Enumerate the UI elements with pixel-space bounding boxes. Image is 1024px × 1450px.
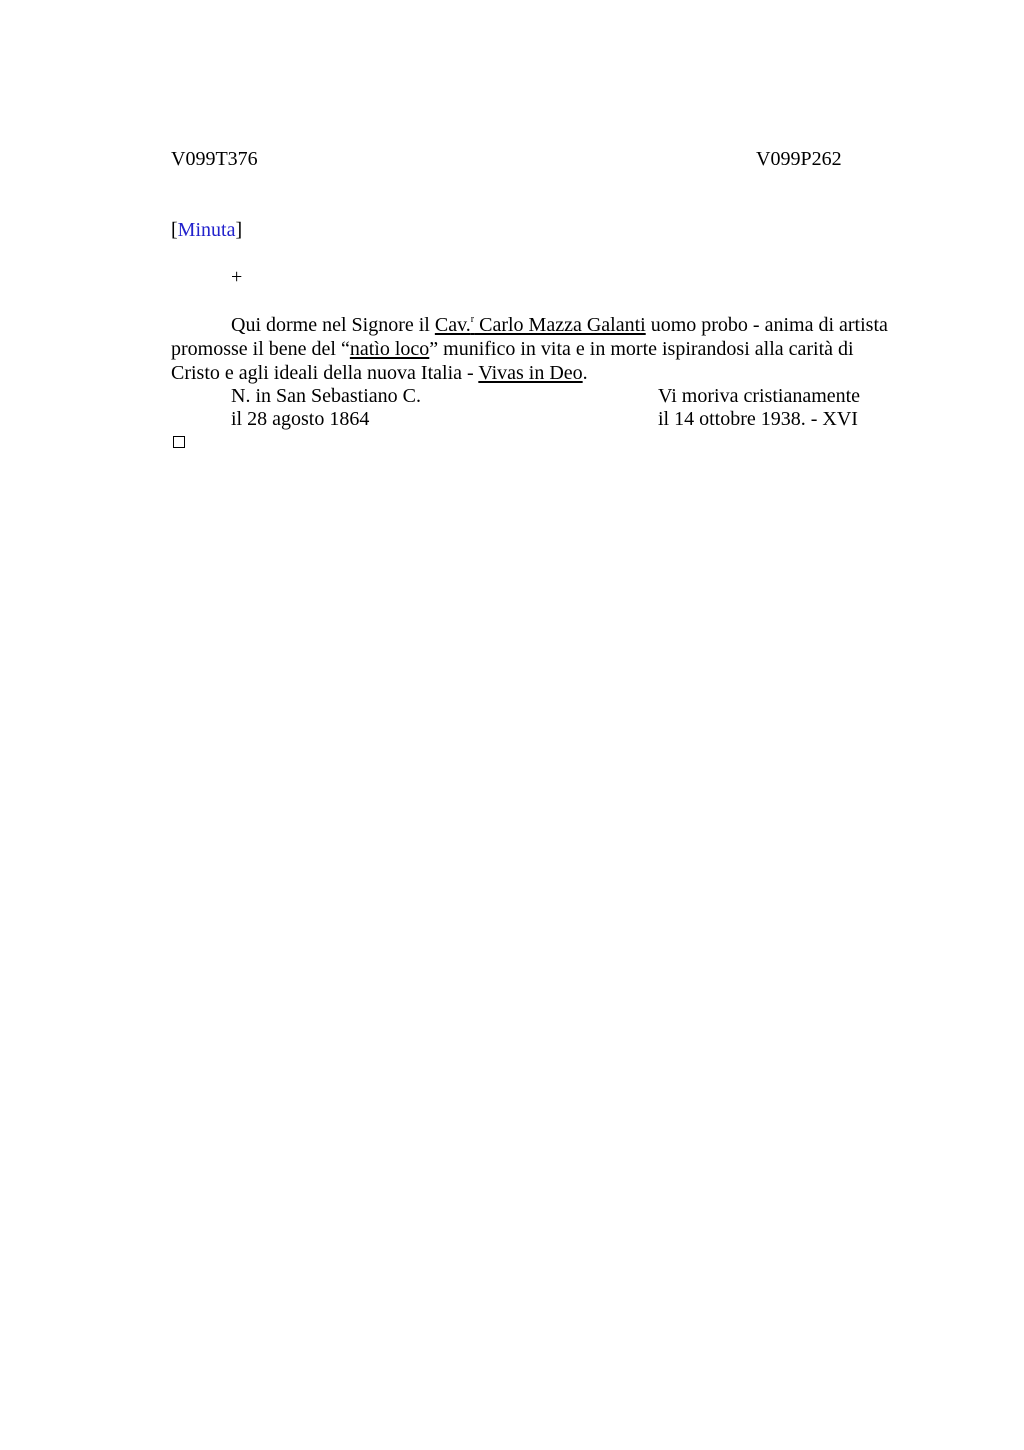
epitaph-text-segment: Cristo e agli ideali della nuova Italia -	[171, 362, 479, 384]
epitaph-text-segment: .	[582, 362, 588, 384]
honorific-abbrev: Cav.	[434, 314, 471, 336]
draft-note	[171, 218, 242, 242]
document-code-right: V099P262	[756, 148, 842, 170]
bracket-close: ]	[235, 219, 243, 241]
epitaph-text-segment: ” munifico in vita e in morte ispirandosi alla carità di	[429, 338, 854, 360]
epitaph-text-segment: Qui dorme nel Signore il	[231, 314, 435, 336]
native-place-phrase: natìo loco	[349, 338, 430, 360]
latin-phrase: Vivas in Deo	[478, 362, 583, 384]
document-code-left: V099T376	[171, 148, 258, 170]
honorific-name	[435, 314, 646, 336]
birth-date: il 28 agosto 1864	[231, 408, 370, 430]
cross-symbol: +	[231, 266, 243, 288]
honorific-superscript: r	[470, 314, 475, 325]
draft-label: Minuta	[177, 219, 236, 241]
death-text: Vi moriva cristianamente	[658, 385, 861, 407]
birth-place: N. in San Sebastiano C.	[231, 385, 421, 407]
epitaph-text-segment: promosse il bene del “	[171, 338, 350, 360]
epitaph-line-1	[231, 313, 888, 337]
person-name: Carlo Mazza Galanti	[474, 314, 646, 336]
epitaph-text-segment: uomo probo - anima di artista	[645, 314, 888, 336]
epitaph-line-3	[171, 361, 588, 385]
death-date: il 14 ottobre 1938. - XVI	[658, 408, 858, 430]
checkbox[interactable]	[173, 436, 185, 448]
epitaph-line-2	[171, 337, 854, 361]
bracket-open: [	[171, 219, 178, 241]
